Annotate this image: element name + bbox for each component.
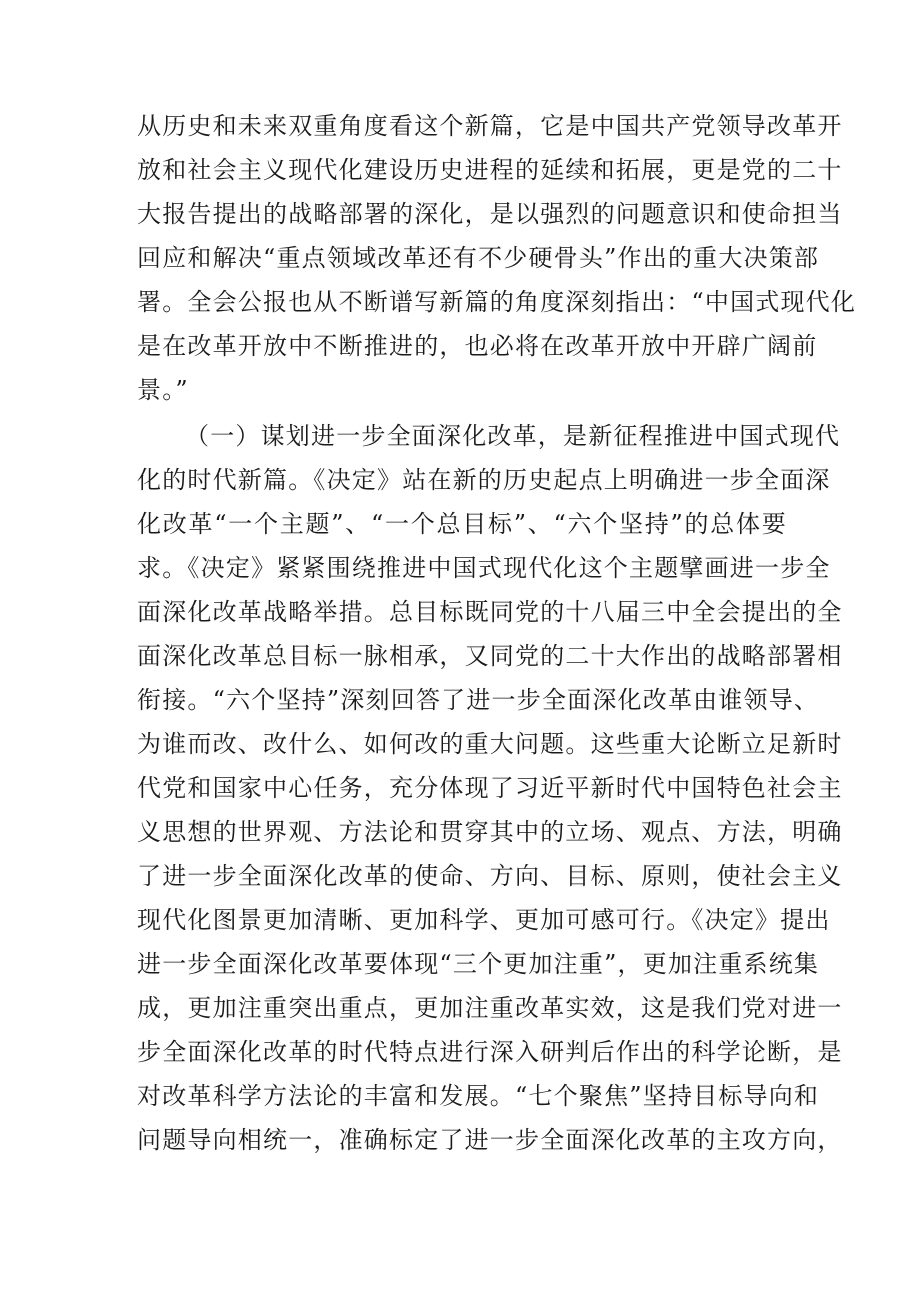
paragraph-line: 化改革“一个主题”、“一个总目标”、“六个坚持”的总体要: [137, 510, 787, 538]
paragraph-line: 义思想的世界观、方法论和贯穿其中的立场、观点、方法，明确: [137, 818, 843, 846]
paragraph-line: 衔接。“六个坚持”深刻回答了进一步全面深化改革由谁领导、: [137, 686, 820, 714]
paragraph-line: 是在改革开放中不断推进的，也必将在改革开放中开辟广阔前: [137, 332, 818, 360]
paragraph-line: 步全面深化改革的时代特点进行深入研判后作出的科学论断，是: [137, 1038, 843, 1066]
paragraph-line: 对改革科学方法论的丰富和发展。“七个聚焦”坚持目标导向和: [137, 1082, 820, 1110]
paragraph-line: 进一步全面深化改革要体现“三个更加注重”，更加注重系统集: [137, 950, 820, 978]
paragraph-line: 成，更加注重突出重点，更加注重改革实效，这是我们党对进一: [137, 994, 843, 1022]
paragraph-line: 面深化改革战略举措。总目标既同党的十八届三中全会提出的全: [137, 598, 843, 626]
paragraph-line: 面深化改革总目标一脉相承，又同党的二十大作出的战略部署相: [137, 642, 843, 670]
paragraph-line: 求。《决定》紧紧围绕推进中国式现代化这个主题擘画进一步全: [137, 554, 831, 582]
paragraph-line: 从历史和未来双重角度看这个新篇，它是中国共产党领导改革开: [137, 112, 843, 140]
paragraph-line: 景。”: [137, 376, 189, 404]
section-heading-line: （一）谋划进一步全面深化改革，是新征程推进中国式现代: [185, 422, 841, 450]
paragraph-line: 问题导向相统一，准确标定了进一步全面深化改革的主攻方向，: [137, 1126, 843, 1154]
paragraph-line: 现代化图景更加清晰、更加科学、更加可感可行。《决定》提出: [137, 906, 831, 934]
paragraph-line: 代党和国家中心任务，充分体现了习近平新时代中国特色社会主: [137, 774, 843, 802]
paragraph-line: 大报告提出的战略部署的深化，是以强烈的问题意识和使命担当: [137, 200, 843, 228]
paragraph-line: 为谁而改、改什么、如何改的重大问题。这些重大论断立足新时: [137, 730, 843, 758]
paragraph-line: 回应和解决“重点领域改革还有不少硬骨头”作出的重大决策部: [137, 244, 820, 272]
paragraph-line: 放和社会主义现代化建设历史进程的延续和拓展，更是党的二十: [137, 156, 843, 184]
paragraph-line: 了进一步全面深化改革的使命、方向、目标、原则，使社会主义: [137, 862, 843, 890]
paragraph-line: 化的时代新篇。《决定》站在新的历史起点上明确进一步全面深: [137, 466, 831, 494]
paragraph-line: 署。全会公报也从不断谱写新篇的角度深刻指出：“中国式现代化: [137, 288, 857, 316]
